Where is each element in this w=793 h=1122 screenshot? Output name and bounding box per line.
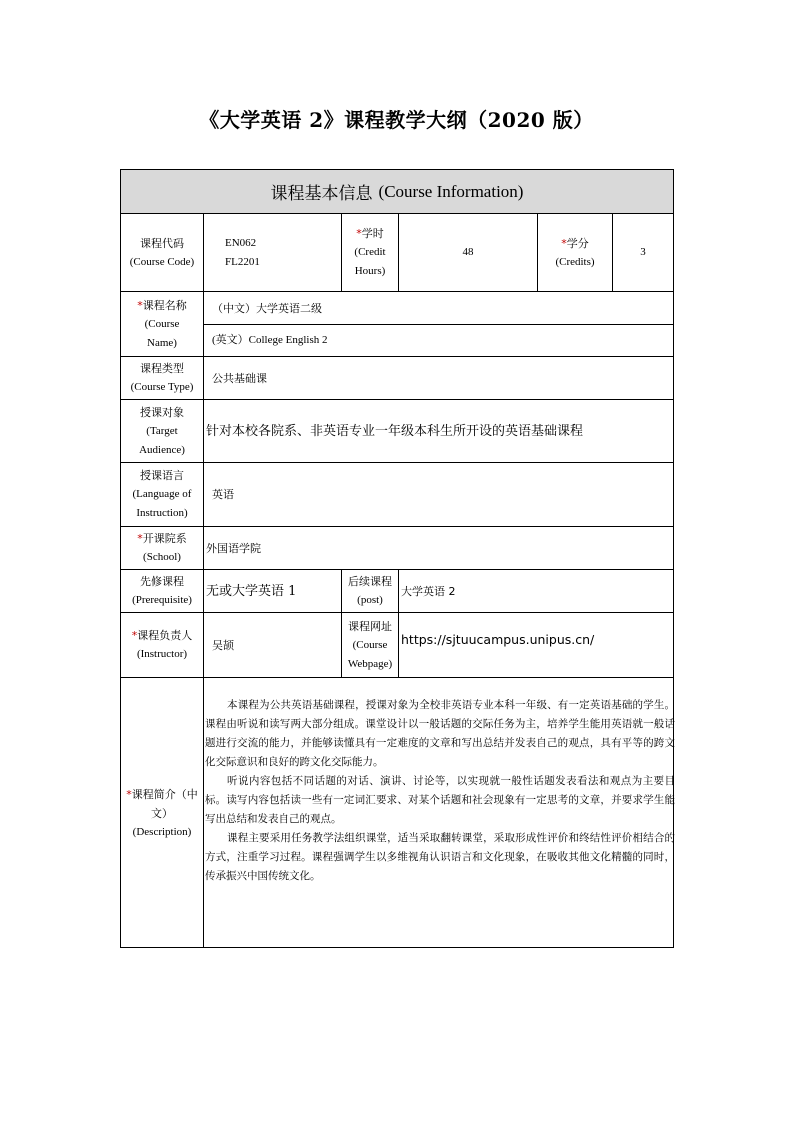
prerequisite-value: 无或大学英语 1 (206, 583, 297, 599)
label-credits: *学分 (Credits) (555, 236, 595, 268)
target-audience-value: 针对本校各院系、非英语专业一年级本科生所开设的英语基础课程 (206, 423, 584, 439)
course-info-table (120, 169, 674, 948)
credit-hours-value: 48 (462, 246, 474, 258)
description-paragraph: 本课程为公共英语基础课程，授课对象为全校非英语专业本科一年级、有一定英语基础的学生。课程由听说和读写两大部分组成。课堂设计以一般话题的交际任务为主，培养学生能用英语就一般话题进行交流的能力，并能够读懂具有一定难度的文章和写出总结并发表自己的观点，具有平等的跨文化交际意识和良好的跨文化交际能力。 (205, 699, 675, 768)
school-value: 外国语学院 (206, 541, 261, 555)
post-course-value: 大学英语 2 (401, 584, 456, 598)
course-code-1: EN062 (225, 237, 257, 249)
course-type-value: 公共基础课 (212, 371, 267, 385)
course-code-values (225, 234, 335, 272)
course-name-en: (英文）College English 2 (212, 334, 328, 346)
instructor-value: 吴颉 (212, 638, 234, 652)
label-course-type: 课程类型 (Course Type) (130, 362, 194, 393)
label-description: *课程简介（中 文） (Description) (126, 787, 198, 838)
document-title: 《大学英语 2》课程教学大纲（2020 版） (199, 108, 594, 132)
label-course-code: 课程代码 (Course Code) (129, 236, 195, 268)
label-instruction-language: 授课语言 (Language of Instruction) (132, 469, 192, 519)
banner-title-en: (Course Information) (378, 181, 524, 201)
label-post-course: 后续课程 (post) (348, 575, 392, 606)
instruction-language-value: 英语 (212, 488, 234, 501)
course-webpage-link[interactable]: https://sjtuucampus.unipus.cn/ (401, 631, 595, 647)
description-text (204, 696, 676, 886)
course-name-zh: （中文）大学英语二级 (212, 301, 322, 315)
description-paragraph: 听说内容包括不同话题的对话、演讲、讨论等，以实现就一般性话题发表看法和观点为主要目标。读写内容包括读一些有一定词汇要求、对某个话题和社会现象有一定思考的文章，并要求学生能写出总结和发表自己的观点。 (205, 775, 675, 825)
label-credit-hours: *学时 (Credit Hours) (354, 227, 386, 277)
label-instructor: *课程负责人 (Instructor) (131, 629, 193, 660)
label-course-webpage: 课程网址 (Course Webpage) (347, 619, 393, 670)
banner-title-zh: 课程基本信息 (270, 184, 373, 204)
description-paragraph: 课程主要采用任务教学法组织课堂，适当采取翻转课堂，采取形成性评价和终结性评价相结合的方式，注重学习过程。课程强调学生以多维视角认识语言和文化现象，在吸收其他文化精髓的同时，传承振兴中国传统文化。 (205, 832, 675, 882)
credits-value: 3 (640, 246, 646, 258)
label-school: *开课院系 (School) (137, 532, 187, 563)
label-prerequisite: 先修课程 (Prerequisite) (132, 575, 192, 606)
table-banner (121, 170, 673, 214)
course-code-2: FL2201 (225, 256, 260, 268)
label-course-name: *课程名称 (Course Name) (137, 298, 187, 349)
label-target-audience: 授课对象 (Target Audience) (139, 405, 185, 456)
